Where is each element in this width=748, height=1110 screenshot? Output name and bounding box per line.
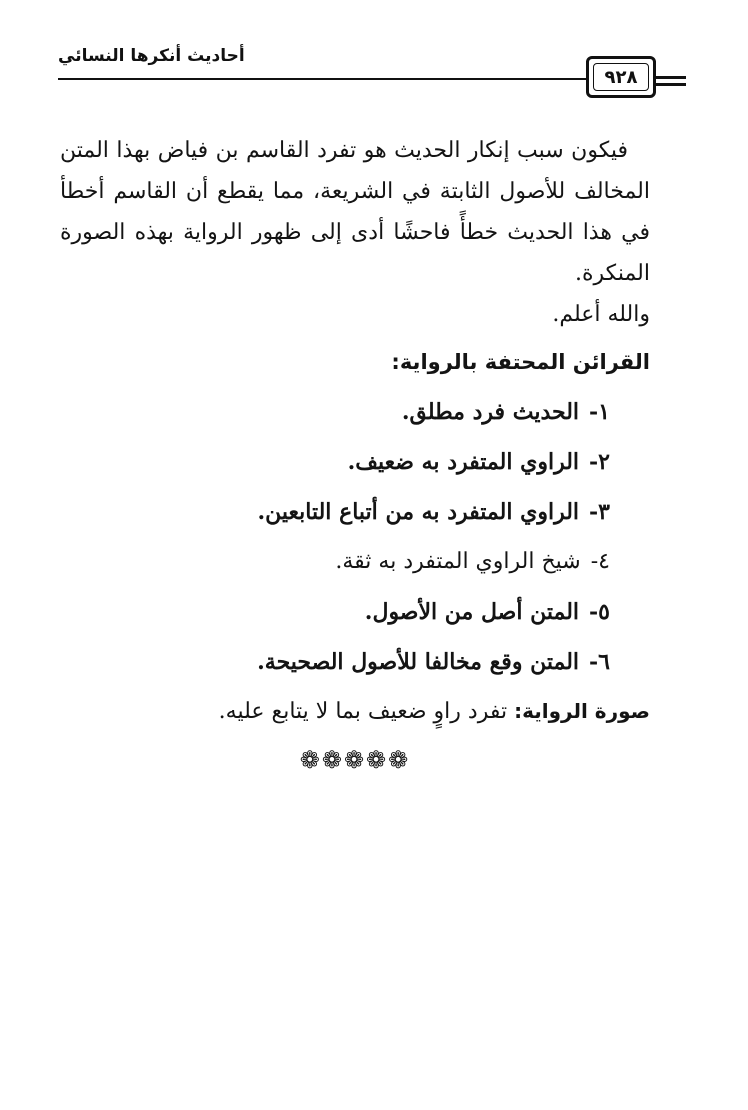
evidence-number: ١- bbox=[589, 399, 610, 425]
evidence-text: المتن وقع مخالفا للأصول الصحيحة. bbox=[257, 649, 580, 675]
narration-form-label: صورة الرواية: bbox=[514, 699, 650, 723]
evidence-number: ٢- bbox=[589, 449, 610, 475]
page-number-frame bbox=[586, 56, 656, 98]
body-paragraph-text: فيكون سبب إنكار الحديث هو تفرد القاسم بن فياض بهذا المتن المخالف للأصول الثابتة في الشريعة، مما يقطع أن القاسم أخطأ في هذا الحديث خطأً فاحشًا أدى إلى ظهور الرواية بهذه الصورة المنكرة. bbox=[60, 138, 650, 286]
evidence-number: ٤- bbox=[590, 549, 610, 574]
evidence-number: ٦- bbox=[589, 649, 610, 675]
evidence-text: الحديث فرد مطلق. bbox=[401, 399, 580, 425]
closing-phrase: والله أعلم. bbox=[552, 302, 650, 327]
body-paragraph bbox=[60, 130, 650, 294]
evidence-text: المتن أصل من الأصول. bbox=[364, 599, 580, 625]
narration-form bbox=[60, 691, 650, 732]
evidence-item-3 bbox=[60, 487, 610, 537]
header-rule bbox=[58, 78, 586, 80]
evidence-item-6 bbox=[60, 637, 610, 687]
evidence-item-4 bbox=[60, 537, 610, 587]
header-rule-double-top bbox=[656, 76, 686, 79]
narration-form-text: تفرد راوٍ ضعيف بما لا يتابع عليه. bbox=[218, 699, 508, 724]
evidence-number: ٥- bbox=[589, 599, 610, 625]
section-heading: القرائن المحتفة بالرواية: bbox=[391, 350, 650, 374]
evidence-item-1 bbox=[60, 387, 610, 437]
page-number: ٩٢٨ bbox=[593, 63, 649, 91]
page-header bbox=[0, 0, 748, 110]
evidence-item-5 bbox=[60, 587, 610, 637]
header-rule-double-bottom bbox=[656, 83, 686, 86]
evidence-text: الراوي المتفرد به ضعيف. bbox=[347, 449, 580, 475]
evidence-list bbox=[60, 387, 650, 687]
section-end-ornament: ❁❁❁❁❁ bbox=[299, 746, 411, 774]
running-title: أحاديث أنكرها النسائي bbox=[58, 46, 245, 66]
evidence-number: ٣- bbox=[589, 499, 610, 525]
evidence-item-2 bbox=[60, 437, 610, 487]
page-body bbox=[60, 130, 650, 774]
evidence-text: شيخ الراوي المتفرد به ثقة. bbox=[335, 549, 581, 574]
evidence-text: الراوي المتفرد به من أتباع التابعين. bbox=[257, 499, 580, 525]
